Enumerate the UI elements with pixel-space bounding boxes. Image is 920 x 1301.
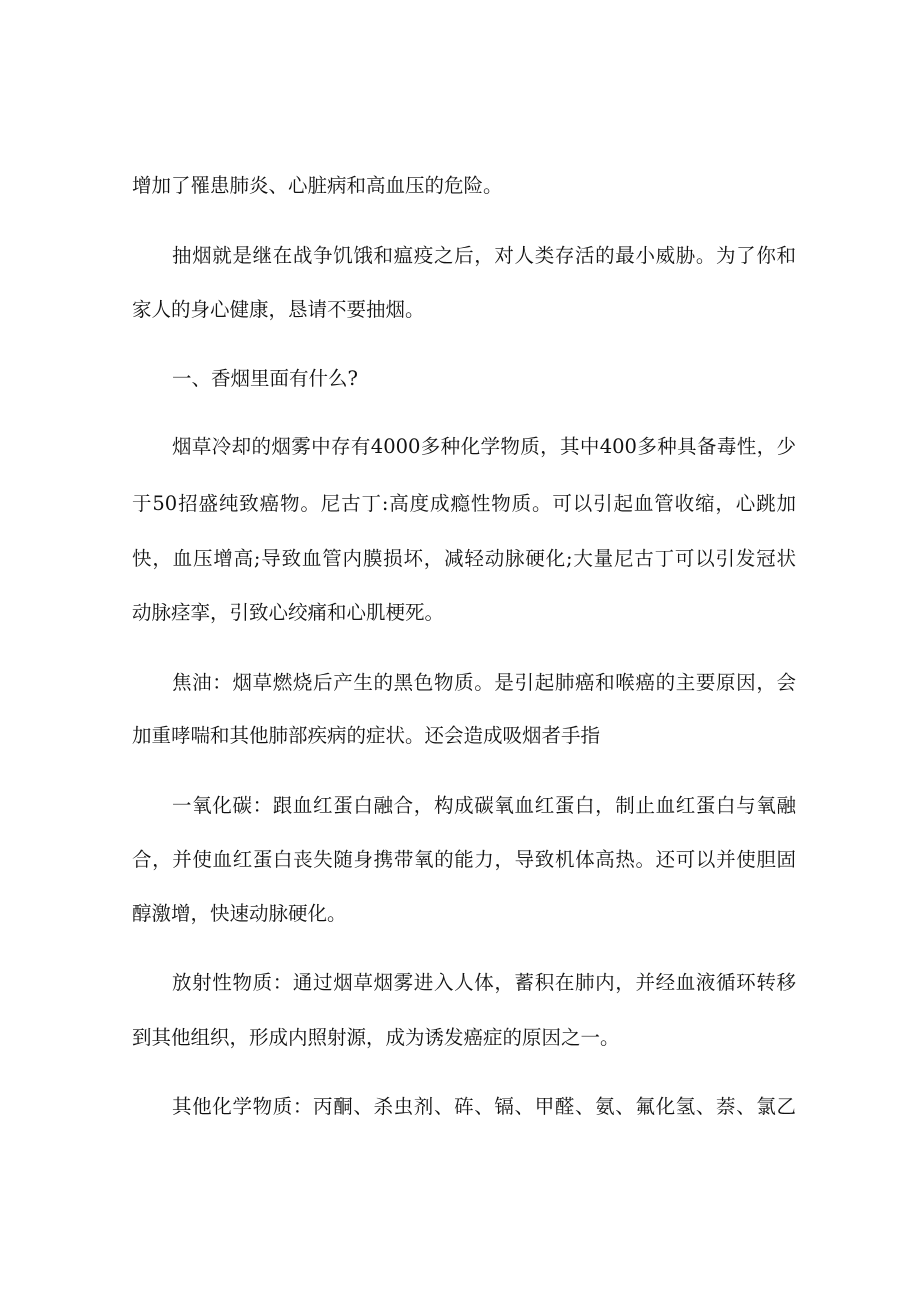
text-line-12: 合，并使血红蛋白丧失随身携带氧的能力，导致机体高热。还可以并使胆固 xyxy=(132,848,796,871)
text-line-7: 快，血压增高;导致血管内膜损坏，减轻动脉硬化;大量尼古丁可以引发冠状 xyxy=(132,547,796,570)
text-line-16: 其他化学物质：丙酮、杀虫剂、砗、镉、甲醛、氨、氟化氢、萘、氯乙 xyxy=(172,1095,796,1118)
text-line-11: 一氧化碳：跟血红蛋白融合，构成碳氧血红蛋白，制止血红蛋白与氧融 xyxy=(172,794,796,817)
text-line-14: 放射性物质：通过烟草烟雾进入人体，蓄积在肺内，并经血液循环转移 xyxy=(172,971,796,994)
text-line-3: 家人的身心健康，恳请不要抽烟。 xyxy=(132,298,425,321)
text-line-1: 增加了罹患肺炎、心脏病和高血压的危险。 xyxy=(132,174,503,197)
text-line-2: 抽烟就是继在战争饥饿和瘟疫之后，对人类存活的最小威胁。为了你和 xyxy=(172,244,796,267)
text-line-13: 醇激增，快速动脉硬化。 xyxy=(132,902,347,925)
section-heading: 一、香烟里面有什么? xyxy=(172,367,358,390)
text-line-9: 焦油：烟草燃烧后产生的黑色物质。是引起肺癌和喉癌的主要原因，会 xyxy=(172,671,796,694)
text-line-5: 烟草冷却的烟雾中存有4000多种化学物质，其中400多种具备毒性，少 xyxy=(172,435,796,458)
text-line-6: 于50招盛纯致癌物。尼古丁:高度成瘾性物质。可以引起血管收缩，心跳加 xyxy=(132,492,796,515)
text-line-8: 动脉痉挛，引致心绞痛和心肌梗死。 xyxy=(132,601,445,624)
text-line-10: 加重哮喘和其他肺部疾病的症状。还会造成吸烟者手指 xyxy=(132,724,601,747)
text-line-15: 到其他组织，形成内照射源，成为诱发癌症的原因之一。 xyxy=(132,1026,620,1049)
